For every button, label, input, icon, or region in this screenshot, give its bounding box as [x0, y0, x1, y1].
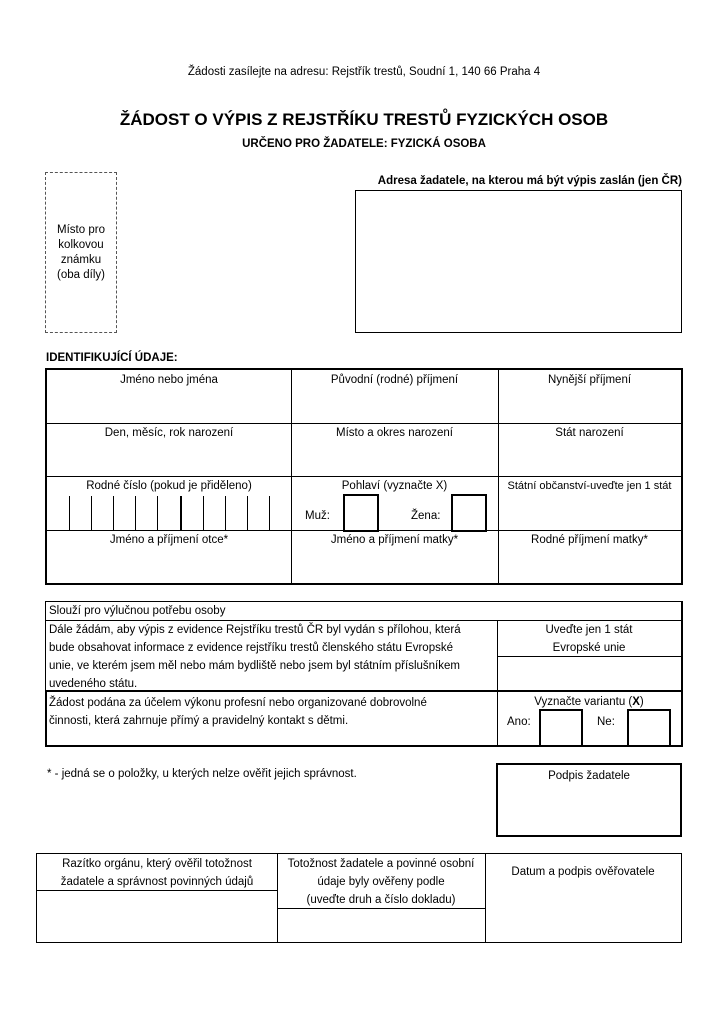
page-title: ŽÁDOST O VÝPIS Z REJSTŘÍKU TRESTŮ FYZICKÝCH OSOB [119, 110, 609, 129]
personal-use-section [45, 601, 683, 691]
male-checkbox[interactable] [343, 494, 379, 532]
personal-use-title: Slouží pro výlučnou potřebu osoby [49, 605, 226, 617]
id-document-input[interactable] [278, 910, 484, 941]
female-label: Žena: [411, 510, 441, 522]
cell-father-name[interactable]: Jméno a příjmení otce* [109, 534, 229, 546]
variant-mark: X [632, 696, 640, 708]
request-line-3: unie, ve kterém jsem měl nebo mám bydliště nebo jsem byl státním příslušníkem [49, 660, 460, 672]
footnote: * - jedná se o položky, u kterých nelze ověřit jejich správnost. [47, 768, 357, 780]
female-checkbox[interactable] [451, 494, 487, 532]
address-box-label: Adresa žadatele, na kterou má být výpis zaslán (jen ČR) [377, 175, 682, 187]
cell-mother-birth-surname[interactable]: Rodné příjmení matky* [531, 534, 648, 546]
stamp-box [45, 172, 117, 333]
verification-col3-line1: Datum a podpis ověřovatele [511, 866, 655, 878]
purpose-section [45, 690, 683, 747]
variant-suffix: ) [639, 696, 644, 708]
address-note: Žádosti zasílejte na adresu: Rejstřík trestů, Soudní 1, 140 66 Praha 4 [187, 66, 541, 78]
cell-sex: Pohlaví (vyznačte X) [341, 480, 448, 492]
male-label: Muž: [305, 510, 330, 522]
yes-label: Ano: [507, 716, 531, 728]
cell-first-name[interactable]: Jméno nebo jména [120, 374, 218, 386]
request-line-4: uvedeného státu. [49, 678, 138, 690]
cell-birth-date[interactable]: Den, měsíc, rok narození [104, 427, 234, 439]
stamp-line-1: Místo pro [57, 224, 105, 236]
variant-prefix: Vyznačte variantu ( [534, 696, 633, 708]
cell-birth-surname[interactable]: Původní (rodné) příjmení [330, 374, 459, 386]
signature-label: Podpis žadatele [548, 770, 630, 782]
address-input-box[interactable] [355, 190, 682, 333]
signature-box[interactable] [496, 763, 682, 837]
purpose-line-2: činnosti, která zahrnuje přímý a pravidelný kontakt s dětmi. [49, 715, 349, 727]
cell-mother-name[interactable]: Jméno a příjmení matky* [330, 534, 459, 546]
state-label-1: Uveďte jen 1 stát [545, 624, 633, 636]
state-label-2: Evropské unie [552, 642, 626, 654]
verification-col2-line2: údaje byly ověřeny podle [317, 876, 445, 888]
stamp-box-text [46, 223, 116, 283]
eu-state-input[interactable] [498, 657, 680, 690]
request-line-2: bude obsahovat informace z evidence rejstříku trestů členského státu Evropské [49, 642, 453, 654]
stamp-line-3: známku [60, 254, 102, 266]
no-label: Ne: [597, 716, 615, 728]
stamp-line-4: (oba díly) [57, 269, 105, 281]
no-checkbox[interactable] [627, 709, 671, 747]
identification-heading: IDENTIFIKUJÍCÍ ÚDAJE: [46, 352, 178, 364]
stamp-authority-input[interactable] [38, 892, 276, 941]
page-subtitle: URČENO PRO ŽADATELE: FYZICKÁ OSOBA [242, 138, 486, 150]
cell-birth-place[interactable]: Místo a okres narození [336, 427, 453, 439]
verification-col1-line1: Razítko orgánu, který ověřil totožnost [62, 858, 252, 870]
yes-checkbox[interactable] [539, 709, 583, 747]
verification-table [36, 853, 682, 943]
identification-table [45, 368, 683, 585]
stamp-line-2: kolkovou [58, 239, 104, 251]
verifier-signature-input[interactable] [486, 884, 680, 941]
cell-birth-state[interactable]: Stát narození [555, 427, 624, 439]
cell-citizenship[interactable]: Státní občanství-uveďte jen 1 stát [507, 480, 672, 492]
verification-col2-line3: (uveďte druh a číslo dokladu) [306, 894, 456, 906]
cell-personal-number: Rodné číslo (pokud je přiděleno) [86, 480, 252, 492]
verification-col1-line2: žadatele a správnost povinných údajů [60, 876, 254, 888]
purpose-line-1: Žádost podána za účelem výkonu profesní nebo organizované dobrovolné [49, 697, 427, 709]
cell-current-surname[interactable]: Nynější příjmení [547, 374, 632, 386]
verification-col2-line1: Totožnost žadatele a povinné osobní [287, 858, 475, 870]
request-line-1: Dále žádám, aby výpis z evidence Rejstříku trestů ČR byl vydán s přílohou, která [49, 624, 461, 636]
